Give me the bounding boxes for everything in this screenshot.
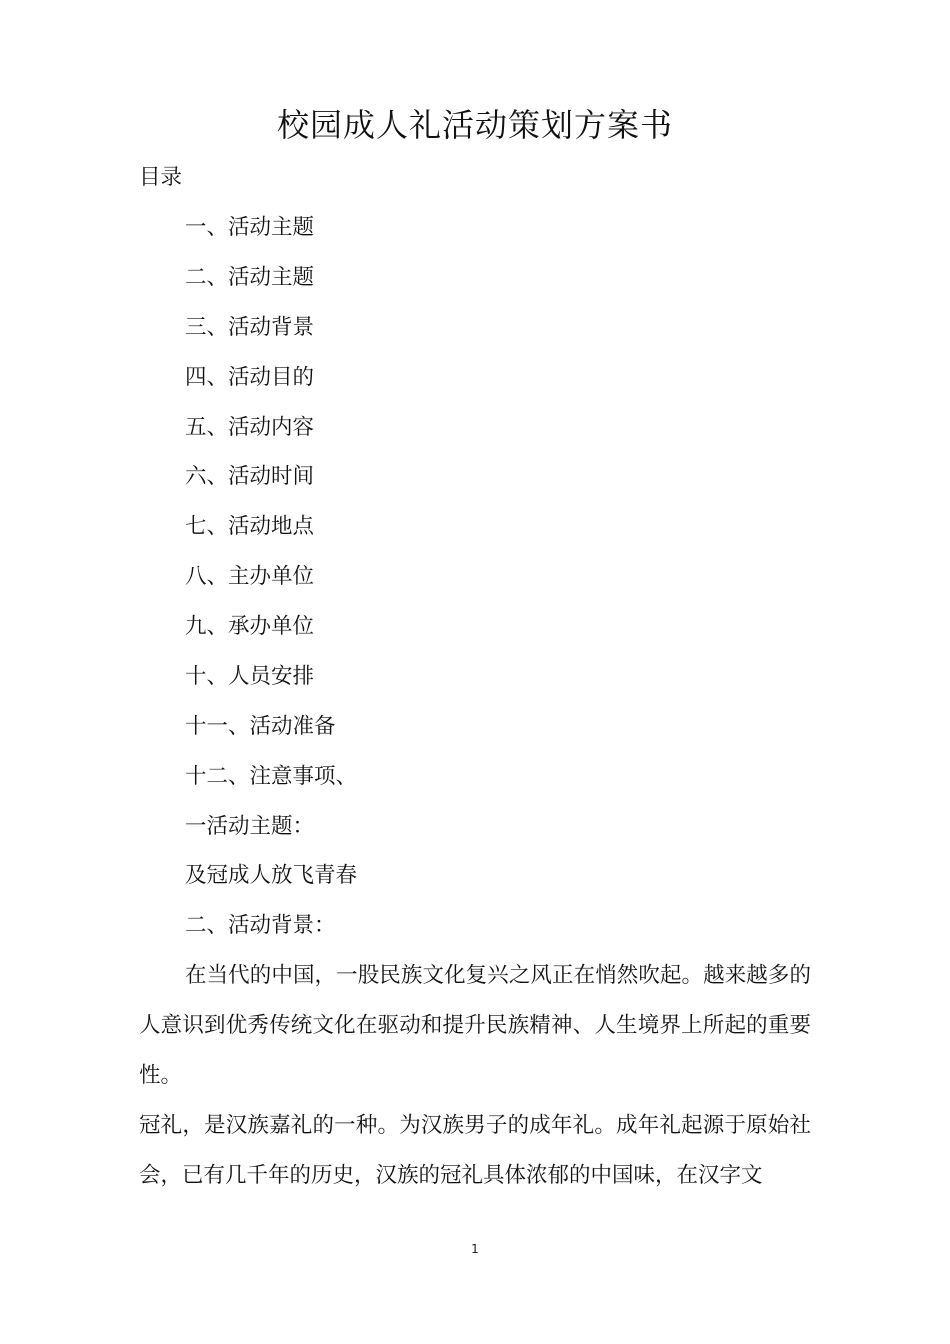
toc-item: 十、人员安排 bbox=[185, 664, 315, 689]
toc-heading: 目录 bbox=[139, 165, 183, 190]
section-text: 及冠成人放飞青春 bbox=[185, 863, 358, 888]
toc-item: 四、活动目的 bbox=[185, 365, 315, 390]
page-number: 1 bbox=[471, 1242, 479, 1256]
toc-item: 十二、注意事项、 bbox=[185, 764, 358, 789]
toc-item: 十一、活动准备 bbox=[185, 714, 336, 739]
body-paragraph: 在当代的中国，一股民族文化复兴之风正在悄然吹起。越来越多的人意识到优秀传统文化在驱动和提升民族精神、人生境界上所起的重要性。 bbox=[139, 963, 811, 1088]
toc-item: 六、活动时间 bbox=[185, 464, 315, 489]
section-heading: 二、活动背景： bbox=[185, 913, 336, 938]
toc-item: 九、承办单位 bbox=[185, 614, 315, 639]
toc-item: 二、活动主题 bbox=[185, 265, 315, 290]
toc-item: 七、活动地点 bbox=[185, 514, 315, 539]
toc-item: 五、活动内容 bbox=[185, 415, 315, 440]
toc-item: 一、活动主题 bbox=[185, 215, 315, 240]
toc-item: 八、主办单位 bbox=[185, 564, 315, 589]
document-title: 校园成人礼活动策划方案书 bbox=[276, 106, 673, 144]
section-heading: 一活动主题： bbox=[185, 814, 315, 839]
body-paragraph: 冠礼，是汉族嘉礼的一种。为汉族男子的成年礼。成年礼起源于原始社会，已有几千年的历史，汉族的冠礼具体浓郁的中国味，在汉字文 bbox=[139, 1113, 811, 1188]
toc-item: 三、活动背景 bbox=[185, 315, 315, 340]
